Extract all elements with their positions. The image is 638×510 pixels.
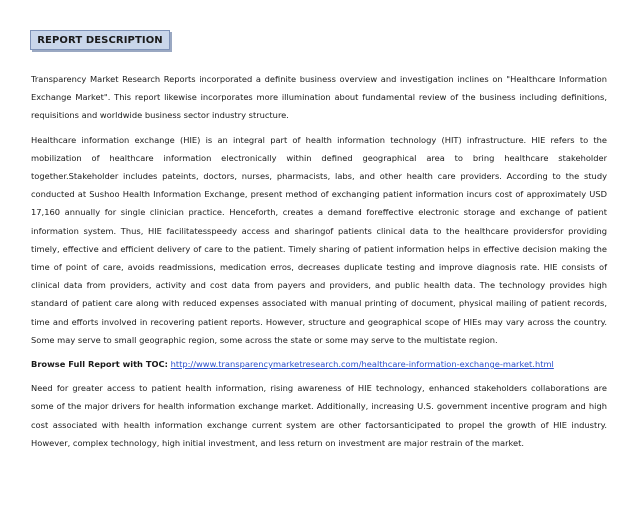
paragraph-intro: Transparency Market Research Reports incorporated a definite business overview and investigation inclines on "Healthcare Information Exchange Market". This report likewise incorporates more illumination about fundamental review of the business including definitions, requisitions and worldwide business sector industry structure. bbox=[31, 74, 607, 121]
report-body bbox=[31, 70, 607, 458]
toc-link[interactable]: http://www.transparencymarketresearch.com/healthcare-information-exchange-market.html bbox=[170, 359, 554, 370]
heading-text: REPORT DESCRIPTION bbox=[37, 34, 163, 46]
paragraph-hie-overview: Healthcare information exchange (HIE) is an integral part of health information technology (HIT) infrastructure. HIE refers to the mobilization of healthcare information electronically within defined geographical area to bring healthcare stakeholder together.Stakeholder includes pateints, doctors, nurses, pharmacists, labs, and other health care providers. According to the study conducted at Sushoo Health Information Exchange, present method of exchanging patient information incurs cost of approximately USD 17,160 annually for single clinician practice. Henceforth, creates a demand foreffective electronic storage and exchange of patient information system. Thus, HIE facilitatesspeedy access and sharingof patients clinical data to the healthcare providersfor providing timely, effective and efficient delivery of care to the patient. Timely sharing of patient information helps in effective decision making the time of point of care, avoids readmissions, medication erros, decreases duplicate testing and improve diagnosis rate. HIE consists of clinical data from providers, activity and cost data from payers and providers, and public health data. The technology provides high standard of patient care along with reduced expenses associated with manual printing of document, physical mailing of patient records, time and efforts involved in recovering patient reports. However, structure and geographical scope of HIEs may vary across the country. Some may serve to small geographic region, some across the state or some may serve to the multistate region. bbox=[31, 134, 607, 345]
toc-line bbox=[31, 355, 607, 373]
report-description-heading bbox=[30, 30, 170, 50]
paragraph-market-drivers: Need for greater access to patient health information, rising awareness of HIE technology, enhanced stakeholders collaborations are some of the major drivers for health information exchange market. Additionally, increasing U.S. government incentive program and high cost associated with health information exchange current system are other factorsanticipated to propel the growth of HIE industry. However, complex technology, high initial investment, and less return on investment are major restrain of the market. bbox=[31, 383, 607, 448]
toc-label: Browse Full Report with TOC: bbox=[31, 359, 168, 370]
